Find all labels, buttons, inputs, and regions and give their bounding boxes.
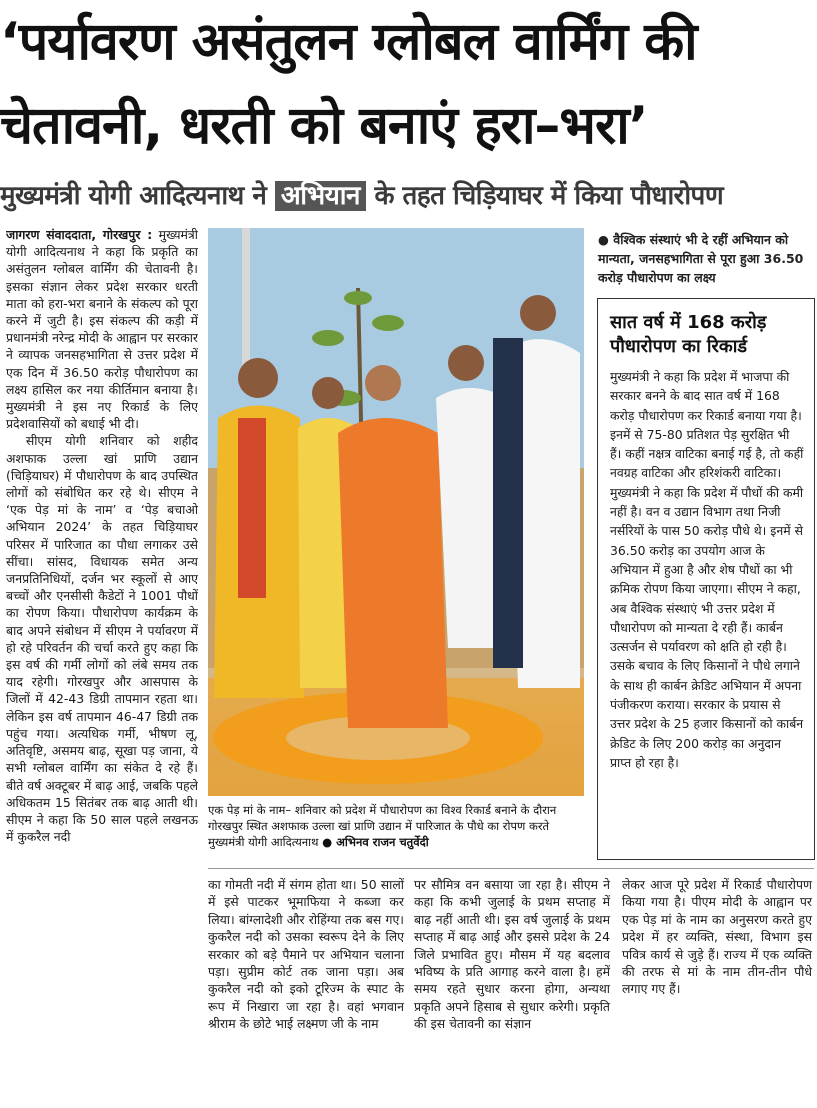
- tree-planting-illustration: [208, 228, 584, 796]
- highlight-bullet: ● वैश्विक संस्थाएं भी दे रहीं अभियान को मान्यता, जनसहभागिता से पूरा हुआ 36.50 करोड़ पौधारोपण का लक्ष्य: [598, 232, 804, 285]
- photo-caption: [208, 802, 584, 850]
- subheadline-highlight: अभियान: [275, 181, 366, 211]
- paragraph-1: मुख्यमंत्री योगी आदित्यनाथ ने कहा कि प्रकृति का असंतुलन ग्लोबल वार्मिंग की चेतावनी है। इसका संज्ञान लेकर प्रदेश सरकार धरती माता को हरा-भरा बनाने के संकल्प को पूरा करने में जुटी है। इस संकल्प की कड़ी में प्रधानमंत्री नरेन्द्र मोदी के आह्वान पर सरकार ने व्यापक जनसहभागिता से उत्तर प्रदेश में एक दिन में 36.50 करोड़ पौधारोपण का लक्ष्य हासिल कर नया कीर्तिमान बनाया है। मुख्यमंत्री ने इस नए रिकार्ड के लिए प्रदेशवासियों को बधाई भी दी।: [6, 227, 198, 432]
- subheadline-before: मुख्यमंत्री योगी आदित्यनाथ ने: [0, 181, 267, 211]
- subheadline: [0, 176, 817, 216]
- article-column-3: पर सौमित्र वन बसाया जा रहा है। सीएम ने कहा कि कभी जुलाई के प्रथम सप्ताह में बाढ़ नहीं आती थी। इस वर्ष जुलाई के प्रथम सप्ताह में बाढ़ आई और इससे प्रदेश के 24 जिले प्रभावित हुए। मौसम में यह बदलाव भविष्य के प्रति आगाह करने वाला है। हमें समय रहते सुधार करना होगा, अन्यथा प्रकृति अपने हिसाब से सुधार करेगी। प्रकृति की इस चेतावनी का संज्ञान: [414, 877, 610, 1032]
- article-column-4: लेकर आज पूरे प्रदेश में रिकार्ड पौधारोपण किया गया है। पीएम मोदी के आह्वान पर एक पेड़ मां के नाम का अनुसरण करते हुए प्रदेश में हर व्यक्ति, संस्था, विभाग इस पवित्र कार्य से जुड़े हैं। राज्य में एक व्यक्ति की तरफ से मां के नाम तीन-तीन पौधे लगाए गए हैं।: [622, 877, 812, 997]
- article-column-1: [6, 226, 198, 1106]
- news-photo: [208, 228, 584, 796]
- headline-line-1: ‘पर्यावरण असंतुलन ग्लोबल वार्मिंग की: [0, 12, 697, 72]
- photo-credit: ● अभिनव राजन चतुर्वेदी: [322, 835, 429, 849]
- divider: [208, 868, 814, 869]
- box-title: सात वर्ष में 168 करोड़ पौधारोपण का रिकार्ड: [610, 312, 767, 357]
- subheadline-after: के तहत चिड़ियाघर में किया पौधारोपण: [374, 181, 724, 211]
- box-body: मुख्यमंत्री ने कहा कि प्रदेश में भाजपा की सरकार बनने के बाद सात वर्ष में 168 करोड़ पौधारोपण कर रिकार्ड बनाया गया है। इनमें से 75-80 प्रतिशत पेड़ सुरक्षित भी हैं। कहीं नक्षत्र वाटिका बनाई गई है, तो कहीं नवग्रह वाटिका और हरिशंकरी वाटिका। मुख्यमंत्री ने कहा कि प्रदेश में पौधों की कमी नहीं है। वन व उद्यान विभाग तथा निजी नर्सरियों के पास 50 करोड़ पौधे थे। इनमें से 36.50 करोड़ का उपयोग आज के अभियान में हुआ है और शेष पौधों का भी क्रमिक रोपण किया जाएगा। सीएम ने कहा, अब वैश्विक संस्थाएं भी उत्तर प्रदेश में पौधारोपण को मान्यता दे रही हैं। कार्बन उत्सर्जन से पर्यावरण को क्षति हो रही है। उसके बचाव के लिए किसानों ने पौधे लगाने के साथ ही कार्बन क्रेडिट अभियान में अपना पंजीकरण कराया। सरकार के प्रयास से उत्तर प्रदेश के 25 हजार किसानों को कार्बन क्रेडिट के लिए 200 करोड़ का अनुदान प्राप्त हो रहा है।: [610, 369, 804, 770]
- sidebar-box: [597, 298, 815, 860]
- headline-line-2: चेतावनी, धरती को बनाएं हरा–भरा’: [0, 96, 648, 156]
- article-column-2: का गोमती नदी में संगम होता था। 50 सालों में इसे पाटकर भूमाफिया ने कब्जा कर लिया। बांग्लादेशी और रोहिंग्या तक बस गए। कुकरैल नदी को उसका स्वरूप देने के लिए सरकार को बड़े पैमाने पर अभियान चलाना पड़ा। सुप्रीम कोर्ट तक जाना पड़ा। अब कुकरैल नदी को इको टूरिज्म के स्पाट के रूप में निखारा जा रहा है। वहां भगवान श्रीराम के छोटे भाई लक्ष्मण जी के नाम: [208, 877, 404, 1032]
- caption-text: एक पेड़ मां के नाम– शनिवार को प्रदेश में पौधारोपण का विश्व रिकार्ड बनाने के दौरान गोरखपुर स्थित अशफाक उल्ला खां प्राणि उद्यान में पारिजात के पौधे का रोपण करते मुख्यमंत्री योगी आदित्यनाथ: [208, 803, 557, 849]
- paragraph-2: सीएम योगी शनिवार को शहीद अशफाक उल्ला खां प्राणि उद्यान (चिड़ियाघर) में पौधारोपण के बाद उपस्थित लोगों को संबोधित कर रहे थे। सीएम ने ‘एक पेड़ मां के नाम’ व ‘पेड़ बचाओ अभियान 2024’ के तहत चिड़ियाघर परिसर में पारिजात का पौधा लगाकर उसे सींचा। सांसद, विधायक समेत अन्य जनप्रतिनिधियों, दर्जन भर स्कूलों से आए बच्चों और एनसीसी कैडेटों ने 1001 पौधों का रोपण किया। पौधारोपण कार्यक्रम के बाद अपने संबोधन में सीएम ने पर्यावरण में हो रहे परिवर्तन की चर्चा करते हुए कहा कि इस वर्ष की गर्मी लोगों को लंबे समय तक याद रहेगी। गोरखपुर और आसपास के जिलों में 42-43 डिग्री तापमान रहता था। लेकिन इस वर्ष तापमान 46-47 डिग्री तक पहुंच गया। अत्यधिक गर्मी, भीषण लू, अतिवृष्टि, असमय बाढ़, सूखा पड़ जाना, ये सभी ग्लोबल वार्मिंग का संकेत दे रहे हैं। बीते वर्ष अक्टूबर में बाढ़ आई, जबकि पहले अधिकतम 15 सितंबर तक बाढ़ आती थी। सीएम ने कहा कि 50 साल पहले लखनऊ में कुकरैल नदी: [6, 433, 198, 845]
- dateline: जागरण संवाददाता, गोरखपुर :: [6, 227, 153, 242]
